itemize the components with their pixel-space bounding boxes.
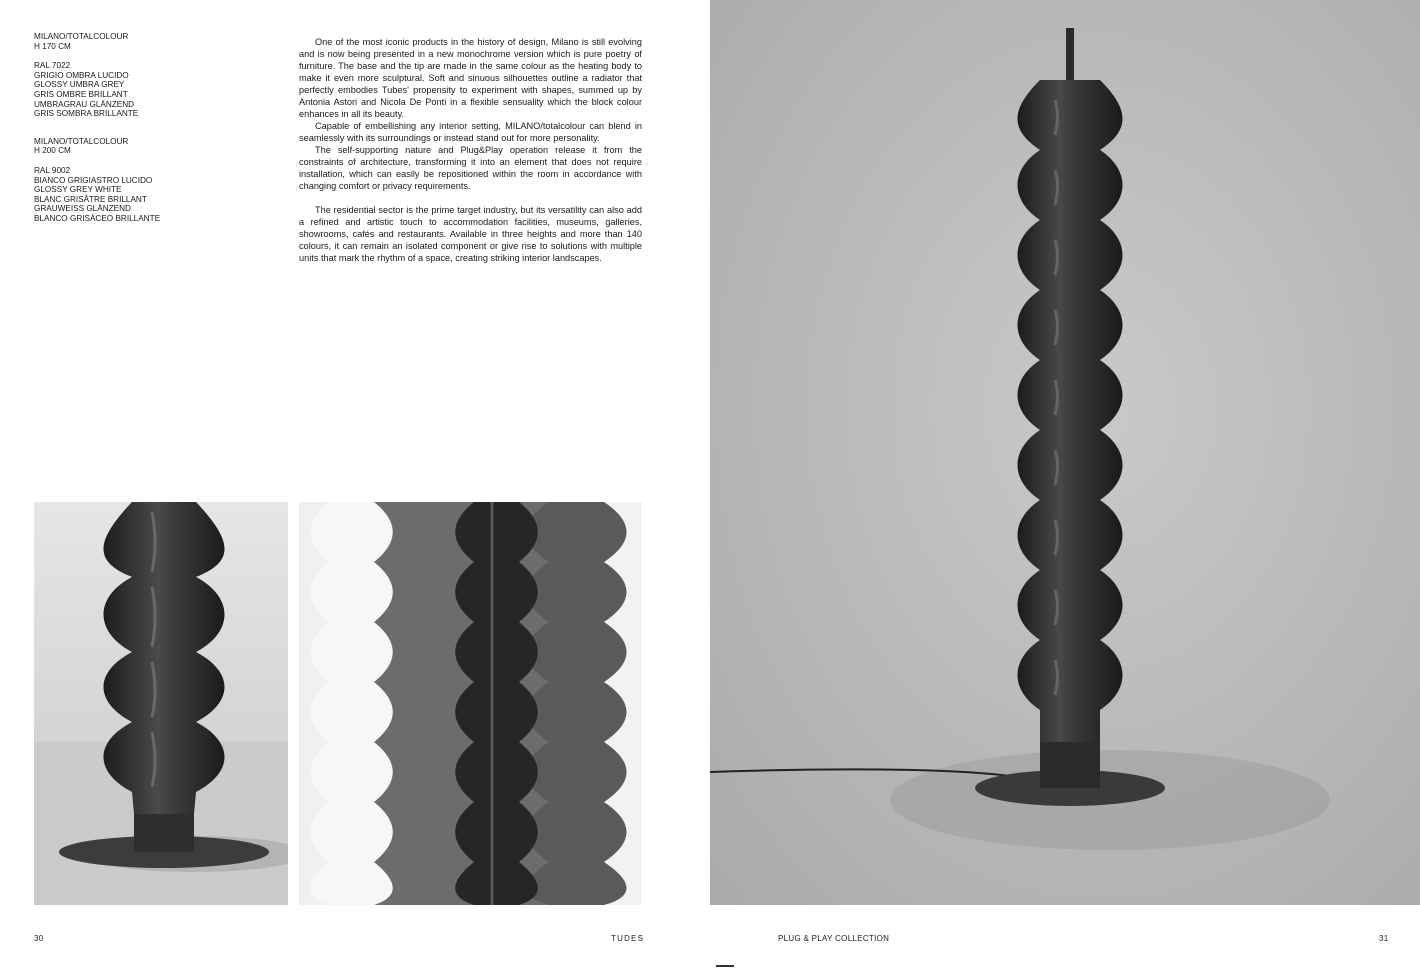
radiator-shadow-photo [299,502,642,905]
spec-line: RAL 7022 [34,61,71,71]
page-number-right: 31 [1379,934,1389,943]
spec-block-ral9002 [34,166,234,224]
spine-mark [716,965,734,967]
spec-block-h170 [34,32,234,51]
spec-block-ral7022 [34,61,234,119]
spec-column [34,32,234,234]
body-paragraph: The residential sector is the prime target industry, but its versatility can also add a refined and artistic touch to accommodation facilities, museums, galleries, showrooms, cafés and restaurants. Available in three heights and more than 140 colours, it can remain an isolated component or give rise to solutions with multiple units that mark the rhythm of a space, creating striking interior landscapes. [299,205,642,263]
spec-line: UMBRAGRAU GLÄNZEND [34,99,135,109]
body-copy [299,36,642,264]
body-paragraph: The self-supporting nature and Plug&Play operation release it from the constraints of architecture, transforming it into an element that does not require installation, which can easily be repositioned within the room in accordance with changing comfort or privacy requirements. [299,145,642,191]
running-head: TUDES [611,934,645,943]
collection-name: PLUG & PLAY COLLECTION [778,934,890,943]
spec-line: H 170 CM [34,41,71,51]
spec-line: GRIS OMBRE BRILLANT [34,89,128,99]
body-paragraph: Capable of embellishing any interior setting, MILANO/totalcolour can blend in seamlessly with its surroundings or instead stand out for more personality. [299,121,642,143]
spec-block-h200 [34,137,234,156]
spec-line: GLOSSY UMBRA GREY [34,80,125,90]
spec-line: RAL 9002 [34,165,71,175]
radiator-closeup-photo [34,502,288,905]
spec-line: BIANCO GRIGIASTRO LUCIDO [34,175,153,185]
spec-line: H 200 CM [34,146,71,156]
spec-line: BLANC GRISÂTRE BRILLANT [34,194,147,204]
spec-line: MILANO/TOTALCOLOUR [34,136,129,146]
spec-line: MILANO/TOTALCOLOUR [34,32,129,41]
body-paragraph: One of the most iconic products in the history of design, Milano is still evolving and is now being presented in a new monochrome version which is pure poetry of furniture. The base and the tip are made in the same colour as the heating body to make it even more sculptural. Soft and sinuous silhouettes outline a radiator that perfectly embodies Tubes' propensity to experiment with shapes, summed up by Antonia Astori and Nicola De Ponti in a flexible sensuality which the block colour enhances in all its beauty. [299,37,642,119]
spec-line: GRAUWEISS GLÄNZEND [34,204,131,214]
radiator-full-photo [710,0,1420,905]
spec-line: GRIGIO OMBRA LUCIDO [34,70,129,80]
spec-line: GRIS SOMBRA BRILLANTE [34,109,139,119]
page-number-left: 30 [34,934,44,943]
spec-line: GLOSSY GREY WHITE [34,185,122,195]
spec-line: BLANCO GRISÁCEO BRILLANTE [34,213,161,223]
